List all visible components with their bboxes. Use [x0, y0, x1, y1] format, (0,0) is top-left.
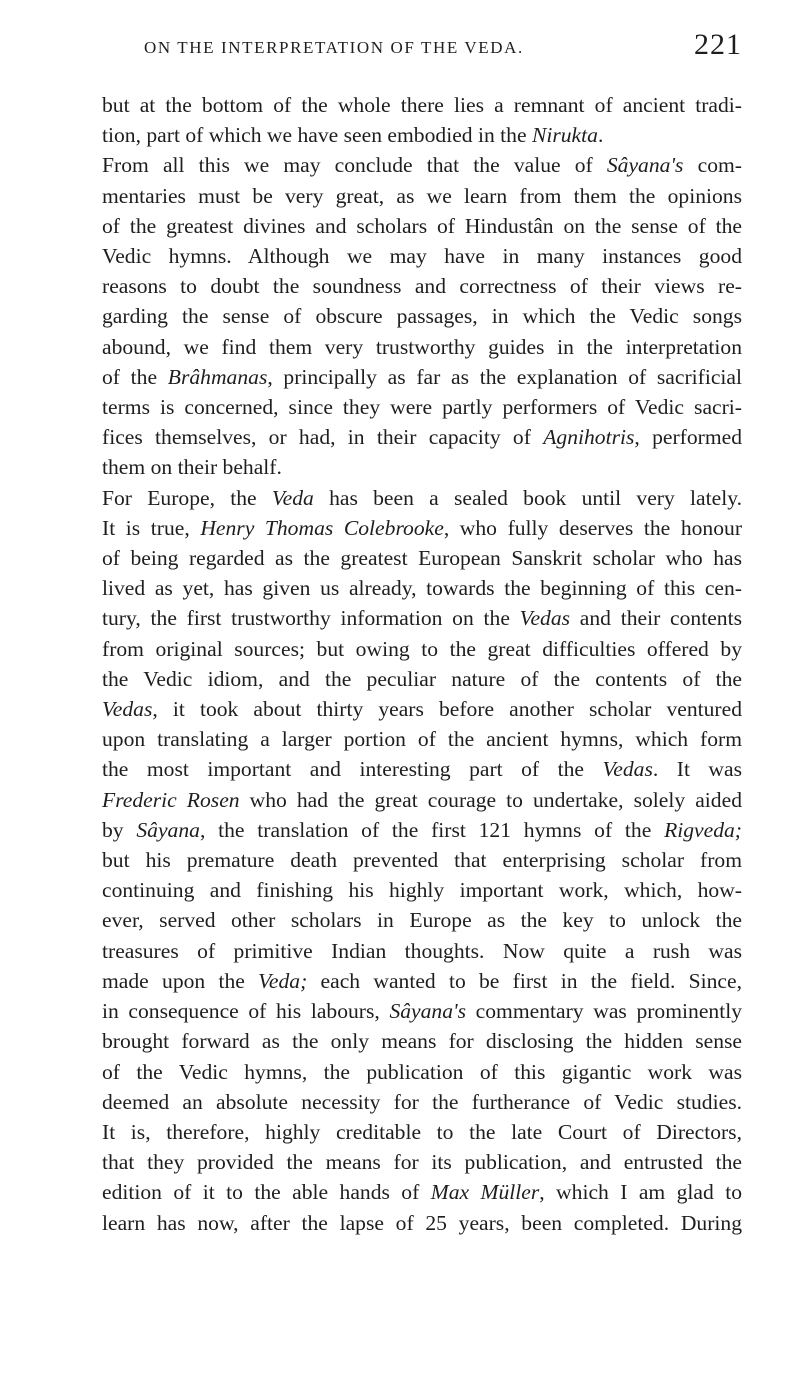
text-line: It is, therefore, highly creditable to the late Court of Directors,	[102, 1119, 742, 1144]
text-line: Vedas, it took about thirty years before another scholar ventured	[102, 697, 742, 722]
text-line: upon translating a larger portion of the ancient hymns, which form	[102, 727, 742, 752]
text-line: mentaries must be very great, as we learn from them the opinions	[102, 183, 742, 208]
text-line: from original sources; but owing to the great difficulties offered by	[102, 636, 742, 661]
text-line: fices themselves, or had, in their capacity of Agnihotris, performed	[102, 425, 742, 450]
text-line: that they provided the means for its publication, and entrusted the	[102, 1150, 742, 1175]
text-line: continuing and finishing his highly important work, which, how-	[102, 878, 742, 903]
text-line: made upon the Veda; each wanted to be first in the field. Since,	[102, 968, 742, 993]
text-line: garding the sense of obscure passages, in which the Vedic songs	[102, 304, 742, 329]
text-line: but his premature death prevented that enterprising scholar from	[102, 848, 742, 873]
text-line: but at the bottom of the whole there lies a remnant of ancient tradi-	[102, 93, 742, 117]
text-line: of the Vedic hymns, the publication of this gigantic work was	[102, 1059, 742, 1084]
text-line: treasures of primitive Indian thoughts. Now quite a rush was	[102, 938, 742, 963]
text-line: the Vedic idiom, and the peculiar nature of the contents of the	[102, 666, 742, 691]
text-line: brought forward as the only means for disclosing the hidden sense	[102, 1029, 742, 1054]
text-line: From all this we may conclude that the value of Sâyana's com-	[102, 153, 742, 178]
paragraph-1	[102, 90, 742, 150]
text-line: Frederic Rosen who had the great courage to undertake, solely aided	[102, 787, 742, 812]
text-line: reasons to doubt the soundness and correctness of their views re-	[102, 274, 742, 299]
paragraph-3	[102, 483, 742, 1238]
paragraph-2	[102, 150, 742, 482]
text-line: tury, the first trustworthy information on the Vedas and their contents	[102, 606, 742, 631]
text-line: It is true, Henry Thomas Colebrooke, who fully deserves the honour	[102, 515, 743, 540]
text-line: deemed an absolute necessity for the furtherance of Vedic studies.	[102, 1089, 742, 1114]
text-line: Vedic hymns. Although we may have in many instances good	[102, 244, 742, 269]
body-text	[102, 90, 742, 1238]
text-line: of being regarded as the greatest European Sanskrit scholar who has	[102, 546, 742, 571]
text-line: terms is concerned, since they were partly performers of Vedic sacri-	[102, 395, 742, 420]
text-line: learn has now, after the lapse of 25 years, been completed. During	[102, 1210, 742, 1235]
page-number: 221	[694, 28, 742, 61]
text-line: the most important and interesting part of the Vedas. It was	[102, 757, 743, 782]
text-line: tion, part of which we have seen embodied in the Nirukta.	[102, 123, 604, 148]
running-title: ON THE INTERPRETATION OF THE VEDA.	[144, 38, 524, 57]
page-header	[102, 28, 742, 72]
text-line: edition of it to the able hands of Max Müller, which I am glad to	[102, 1180, 742, 1205]
text-line: in consequence of his labours, Sâyana's commentary was prominently	[102, 999, 742, 1024]
text-line: by Sâyana, the translation of the first 121 hymns of the Rigveda;	[102, 817, 743, 842]
text-line: lived as yet, has given us already, towards the beginning of this cen-	[102, 576, 742, 601]
text-line: of the greatest divines and scholars of Hindustân on the sense of the	[102, 213, 742, 238]
text-line: For Europe, the Veda has been a sealed book until very lately.	[102, 485, 743, 510]
text-line: abound, we find them very trustworthy guides in the interpretation	[102, 334, 742, 359]
text-line: ever, served other scholars in Europe as the key to unlock the	[102, 908, 742, 933]
text-line: them on their behalf.	[102, 455, 282, 480]
text-line: of the Brâhmanas, principally as far as the explanation of sacrificial	[102, 364, 743, 389]
